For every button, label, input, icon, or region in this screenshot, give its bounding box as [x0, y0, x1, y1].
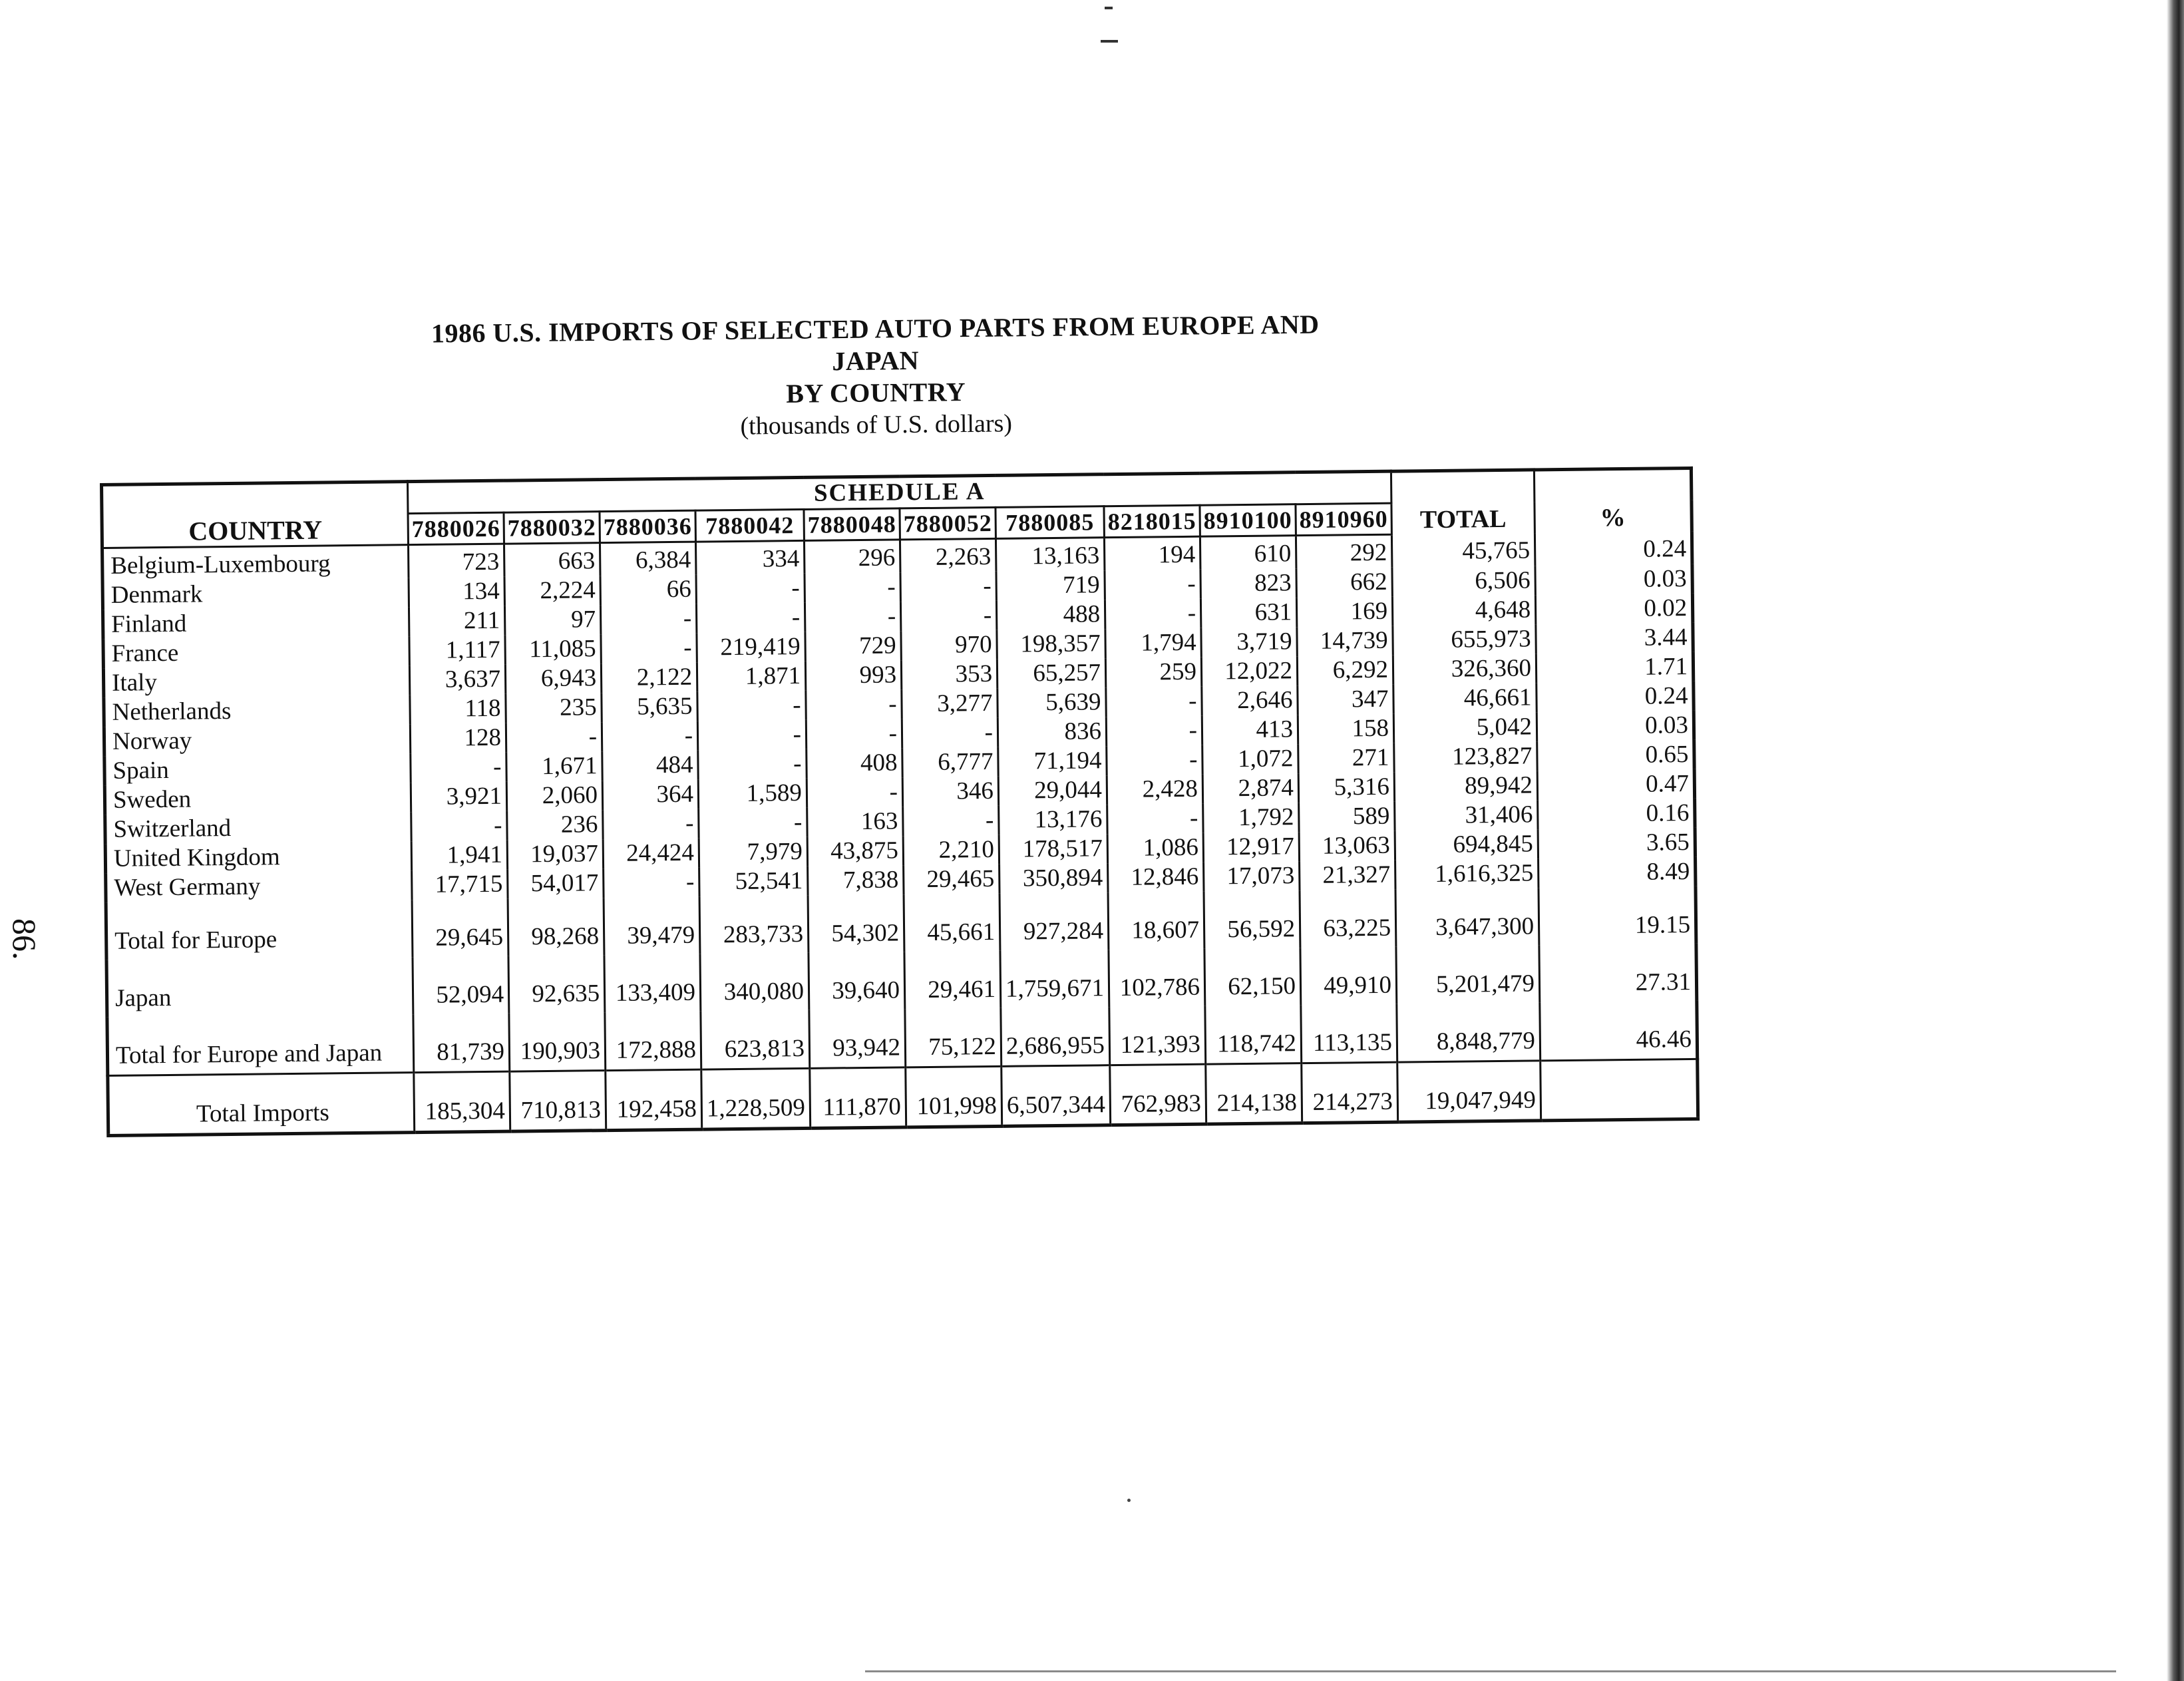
- value-cell: -: [1105, 570, 1200, 600]
- value-cell: 118,742: [1205, 1005, 1302, 1064]
- code-column-header: 8218015: [1104, 505, 1200, 538]
- value-cell: 29,461: [904, 951, 1001, 1010]
- value-cell: 92,635: [508, 955, 605, 1014]
- value-cell: 75,122: [905, 1008, 1001, 1067]
- value-cell: 927,284: [1000, 892, 1109, 951]
- total-cell: 19,047,949: [1397, 1061, 1541, 1122]
- scan-edge: [2167, 0, 2184, 1681]
- value-cell: 3,637: [409, 665, 505, 695]
- country-column-header: COUNTRY: [102, 482, 409, 548]
- percent-cell: 0.65: [1537, 740, 1694, 771]
- total-cell: 6,506: [1392, 566, 1535, 596]
- country-cell: Spain: [104, 753, 411, 786]
- value-cell: 1,086: [1107, 833, 1203, 864]
- value-cell: 6,384: [600, 542, 696, 576]
- value-cell: 2,874: [1202, 773, 1298, 804]
- code-column-header: 7880052: [900, 507, 996, 540]
- value-cell: -: [1105, 599, 1200, 630]
- value-cell: 1,794: [1105, 628, 1201, 659]
- value-cell: 623,813: [701, 1010, 810, 1069]
- value-cell: -: [1106, 687, 1202, 717]
- value-cell: -: [601, 634, 697, 664]
- document-title-line2: BY COUNTRY: [786, 377, 966, 409]
- value-cell: 2,646: [1202, 685, 1298, 716]
- value-cell: -: [411, 753, 506, 783]
- value-cell: 610: [1200, 536, 1296, 570]
- value-cell: 52,541: [699, 866, 808, 897]
- value-cell: 178,517: [999, 834, 1107, 864]
- value-cell: 121,393: [1109, 1006, 1206, 1065]
- value-cell: 2,686,955: [1001, 1007, 1110, 1066]
- code-column-header: 8910960: [1296, 503, 1391, 536]
- value-cell: 29,044: [998, 775, 1107, 806]
- value-cell: -: [603, 809, 699, 840]
- value-cell: 5,639: [998, 687, 1106, 718]
- value-cell: 54,302: [808, 894, 904, 953]
- scan-mark: [1101, 40, 1118, 43]
- value-cell: 192,458: [606, 1069, 702, 1131]
- value-cell: 6,507,344: [1001, 1065, 1111, 1127]
- country-cell: France: [103, 636, 409, 669]
- total-cell: 1,616,325: [1395, 858, 1539, 889]
- percent-cell: 0.03: [1537, 711, 1694, 741]
- value-cell: 292: [1296, 534, 1392, 568]
- value-cell: 172,888: [605, 1012, 701, 1071]
- value-cell: 21,327: [1300, 860, 1395, 891]
- value-cell: 71,194: [998, 746, 1107, 777]
- page-number: 86.: [6, 918, 43, 960]
- value-cell: 111,870: [810, 1067, 906, 1129]
- value-cell: -: [807, 777, 902, 808]
- value-cell: 52,094: [413, 956, 509, 1015]
- value-cell: 102,786: [1109, 949, 1205, 1008]
- value-cell: 631: [1200, 598, 1296, 628]
- value-cell: 7,979: [699, 837, 807, 868]
- summary-label-cell: Total for Europe and Japan: [107, 1014, 414, 1075]
- country-cell: Sweden: [104, 783, 411, 815]
- value-cell: 198,357: [997, 629, 1105, 659]
- value-cell: 12,022: [1201, 656, 1297, 687]
- value-cell: 190,903: [509, 1012, 606, 1071]
- value-cell: -: [600, 604, 696, 635]
- value-cell: 14,739: [1297, 626, 1393, 657]
- value-cell: 39,479: [604, 897, 700, 956]
- value-cell: 12,846: [1108, 862, 1204, 893]
- value-cell: 98,268: [508, 898, 604, 956]
- document-subtitle: (thousands of U.S. dollars): [740, 409, 1013, 441]
- value-cell: -: [1107, 804, 1203, 835]
- value-cell: 29,465: [904, 864, 1000, 895]
- country-cell: Switzerland: [105, 812, 411, 844]
- code-column-header: 7880032: [504, 512, 600, 544]
- value-cell: -: [699, 808, 807, 839]
- value-cell: -: [696, 574, 805, 604]
- total-cell: 8,848,779: [1397, 1002, 1541, 1062]
- value-cell: -: [697, 691, 806, 721]
- value-cell: 93,942: [809, 1009, 906, 1068]
- country-cell: United Kingdom: [105, 841, 411, 874]
- value-cell: 1,589: [698, 779, 807, 809]
- value-cell: -: [697, 720, 806, 751]
- value-cell: -: [805, 602, 900, 632]
- country-cell: Denmark: [102, 578, 409, 610]
- value-cell: 18,607: [1108, 892, 1204, 950]
- value-cell: 663: [504, 543, 600, 577]
- value-cell: 56,592: [1204, 890, 1300, 949]
- value-cell: 13,163: [996, 538, 1105, 572]
- value-cell: 101,998: [906, 1066, 1002, 1127]
- value-cell: 347: [1298, 685, 1393, 715]
- value-cell: 45,661: [904, 894, 1000, 952]
- total-cell: 655,973: [1393, 624, 1536, 655]
- scan-bottom-line: [865, 1670, 2116, 1672]
- value-cell: 219,419: [697, 632, 805, 663]
- value-cell: -: [805, 572, 900, 603]
- value-cell: -: [900, 572, 996, 602]
- percent-cell: 3.65: [1538, 828, 1695, 858]
- percent-cell: 0.16: [1538, 799, 1695, 829]
- value-cell: 836: [998, 717, 1106, 747]
- value-cell: 29,645: [412, 899, 508, 958]
- value-cell: 19,037: [507, 839, 603, 870]
- value-cell: 296: [804, 540, 900, 574]
- value-cell: 158: [1298, 714, 1393, 745]
- percent-cell: 0.47: [1537, 769, 1694, 800]
- document-title: 1986 U.S. IMPORTS OF SELECTED AUTO PARTS FROM EUROPE AND JAPAN: [431, 309, 1320, 377]
- value-cell: 970: [901, 630, 997, 661]
- value-cell: 65,257: [997, 658, 1105, 689]
- value-cell: 17,715: [412, 870, 508, 900]
- total-cell: 3,647,300: [1395, 888, 1539, 946]
- value-cell: 185,304: [414, 1071, 510, 1133]
- code-column-header: 7880048: [804, 508, 900, 541]
- country-cell: Netherlands: [104, 695, 410, 727]
- value-cell: 353: [901, 659, 997, 690]
- value-cell: 283,733: [699, 896, 809, 954]
- total-cell: 46,661: [1393, 683, 1537, 713]
- percent-cell: [1541, 1059, 1698, 1120]
- value-cell: 589: [1299, 802, 1395, 833]
- value-cell: 408: [807, 748, 902, 779]
- value-cell: 3,277: [902, 689, 998, 719]
- percent-cell: 8.49: [1539, 857, 1696, 888]
- value-cell: 1,759,671: [1000, 950, 1109, 1008]
- value-cell: 2,060: [506, 781, 602, 811]
- value-cell: 2,210: [903, 835, 999, 866]
- code-column-header: 7880026: [408, 512, 504, 545]
- value-cell: 133,409: [604, 954, 701, 1013]
- value-cell: -: [1107, 745, 1202, 776]
- value-cell: 259: [1105, 657, 1201, 688]
- value-cell: 823: [1200, 568, 1296, 599]
- value-cell: 364: [602, 780, 698, 811]
- total-cell: 123,827: [1394, 741, 1537, 772]
- percent-cell: 19.15: [1539, 886, 1696, 945]
- percent-cell: 1.71: [1536, 652, 1693, 683]
- value-cell: 169: [1296, 597, 1392, 628]
- value-cell: 214,138: [1206, 1063, 1302, 1125]
- value-cell: 2,224: [504, 576, 600, 606]
- value-cell: 2,263: [900, 538, 996, 572]
- value-cell: 340,080: [700, 953, 809, 1012]
- code-column-header: 7880036: [600, 510, 695, 543]
- value-cell: -: [411, 811, 507, 842]
- total-cell: 5,042: [1393, 712, 1537, 743]
- value-cell: 334: [695, 540, 805, 574]
- value-cell: 271: [1298, 743, 1394, 774]
- percent-cell: 0.03: [1535, 564, 1692, 595]
- country-cell: Finland: [102, 607, 409, 640]
- percent-cell: 0.02: [1535, 594, 1692, 624]
- value-cell: -: [602, 721, 697, 752]
- value-cell: 62,150: [1204, 948, 1301, 1006]
- value-cell: 1,072: [1202, 744, 1298, 775]
- value-cell: -: [698, 749, 807, 780]
- total-cell: 31,406: [1395, 800, 1538, 831]
- value-cell: 1,792: [1203, 803, 1299, 833]
- value-cell: 13,176: [999, 805, 1107, 835]
- value-cell: 1,871: [697, 661, 805, 692]
- value-cell: 762,983: [1110, 1064, 1206, 1125]
- percent-cell: 0.24: [1535, 531, 1692, 566]
- country-cell: Belgium-Luxembourg: [102, 545, 409, 581]
- value-cell: 488: [996, 600, 1105, 630]
- value-cell: 81,739: [413, 1014, 510, 1073]
- value-cell: 1,941: [411, 840, 507, 871]
- value-cell: 134: [409, 577, 504, 608]
- imports-table: [100, 467, 1700, 1137]
- value-cell: 3,921: [411, 782, 506, 813]
- value-cell: 43,875: [807, 836, 903, 866]
- value-cell: 719: [996, 570, 1105, 601]
- country-cell: Norway: [104, 724, 410, 757]
- value-cell: 723: [408, 544, 504, 578]
- value-cell: 12,917: [1203, 832, 1299, 862]
- title-block: [399, 308, 1352, 446]
- code-column-header: 7880085: [996, 506, 1104, 539]
- value-cell: -: [903, 806, 999, 837]
- scan-speck: [1127, 1499, 1131, 1502]
- value-cell: 118: [410, 694, 506, 725]
- total-cell: 5,201,479: [1396, 945, 1540, 1004]
- value-cell: 7,838: [808, 865, 904, 896]
- value-cell: 214,273: [1302, 1062, 1398, 1123]
- total-cell: 326,360: [1393, 654, 1536, 684]
- summary-label-cell: Japan: [106, 957, 413, 1018]
- percent-cell: 27.31: [1539, 944, 1697, 1002]
- total-cell: 694,845: [1395, 829, 1538, 860]
- value-cell: 5,635: [602, 692, 697, 723]
- value-cell: 211: [409, 606, 504, 637]
- value-cell: -: [1106, 716, 1202, 747]
- value-cell: 993: [805, 660, 901, 691]
- value-cell: 54,017: [508, 868, 604, 899]
- value-cell: 11,085: [505, 634, 601, 665]
- value-cell: 346: [902, 777, 998, 807]
- value-cell: -: [806, 689, 902, 720]
- value-cell: 194: [1104, 536, 1200, 570]
- code-column-header: 8910100: [1200, 504, 1296, 537]
- value-cell: 163: [807, 807, 903, 837]
- value-cell: 6,943: [505, 663, 601, 694]
- value-cell: 350,894: [1000, 863, 1108, 894]
- percent-cell: 0.24: [1537, 681, 1694, 712]
- percent-column-header: %: [1534, 468, 1692, 532]
- schedule-header: SCHEDULE A: [408, 471, 1391, 513]
- value-cell: 413: [1202, 715, 1298, 745]
- value-cell: 1,117: [409, 636, 505, 666]
- value-cell: 484: [602, 751, 698, 781]
- value-cell: -: [900, 601, 996, 632]
- value-cell: -: [806, 719, 902, 749]
- value-cell: 1,228,509: [701, 1068, 811, 1129]
- value-cell: 63,225: [1300, 890, 1396, 948]
- value-cell: 729: [805, 631, 901, 661]
- value-cell: 39,640: [809, 952, 905, 1010]
- percent-cell: 3.44: [1536, 623, 1693, 654]
- value-cell: 1,671: [506, 751, 602, 782]
- table-body: [102, 531, 1698, 1135]
- value-cell: 49,910: [1300, 947, 1397, 1006]
- country-cell: West Germany: [106, 870, 412, 903]
- total-cell: 45,765: [1391, 533, 1535, 568]
- value-cell: 235: [506, 693, 602, 723]
- value-cell: 710,813: [510, 1071, 606, 1132]
- value-cell: -: [506, 722, 602, 753]
- value-cell: 6,777: [902, 747, 998, 778]
- total-cell: 89,942: [1394, 771, 1537, 801]
- total-cell: 4,648: [1392, 595, 1535, 626]
- value-cell: 24,424: [603, 839, 699, 869]
- summary-label-cell: Total for Europe: [106, 900, 413, 960]
- value-cell: 97: [504, 605, 600, 636]
- country-cell: Italy: [103, 665, 409, 698]
- value-cell: 2,428: [1107, 775, 1202, 805]
- value-cell: 13,063: [1299, 831, 1395, 862]
- code-column-header: 7880042: [695, 509, 804, 542]
- value-cell: 128: [410, 723, 506, 754]
- value-cell: 3,719: [1201, 627, 1297, 657]
- value-cell: 113,135: [1301, 1004, 1397, 1063]
- imports-table-wrapper: [100, 467, 1700, 1137]
- value-cell: 662: [1296, 568, 1392, 598]
- summary-label-cell: Total Imports: [108, 1073, 415, 1136]
- scan-mark: [1105, 7, 1113, 9]
- value-cell: 17,073: [1204, 861, 1300, 892]
- percent-cell: 46.46: [1540, 1001, 1698, 1061]
- value-cell: 66: [600, 575, 696, 606]
- value-cell: -: [696, 603, 805, 634]
- total-column-header: TOTAL: [1391, 470, 1535, 534]
- value-cell: 2,122: [601, 663, 697, 693]
- value-cell: 6,292: [1297, 655, 1393, 686]
- value-cell: 5,316: [1298, 773, 1394, 803]
- value-cell: -: [604, 868, 699, 898]
- value-cell: 236: [507, 810, 603, 840]
- value-cell: -: [902, 718, 998, 749]
